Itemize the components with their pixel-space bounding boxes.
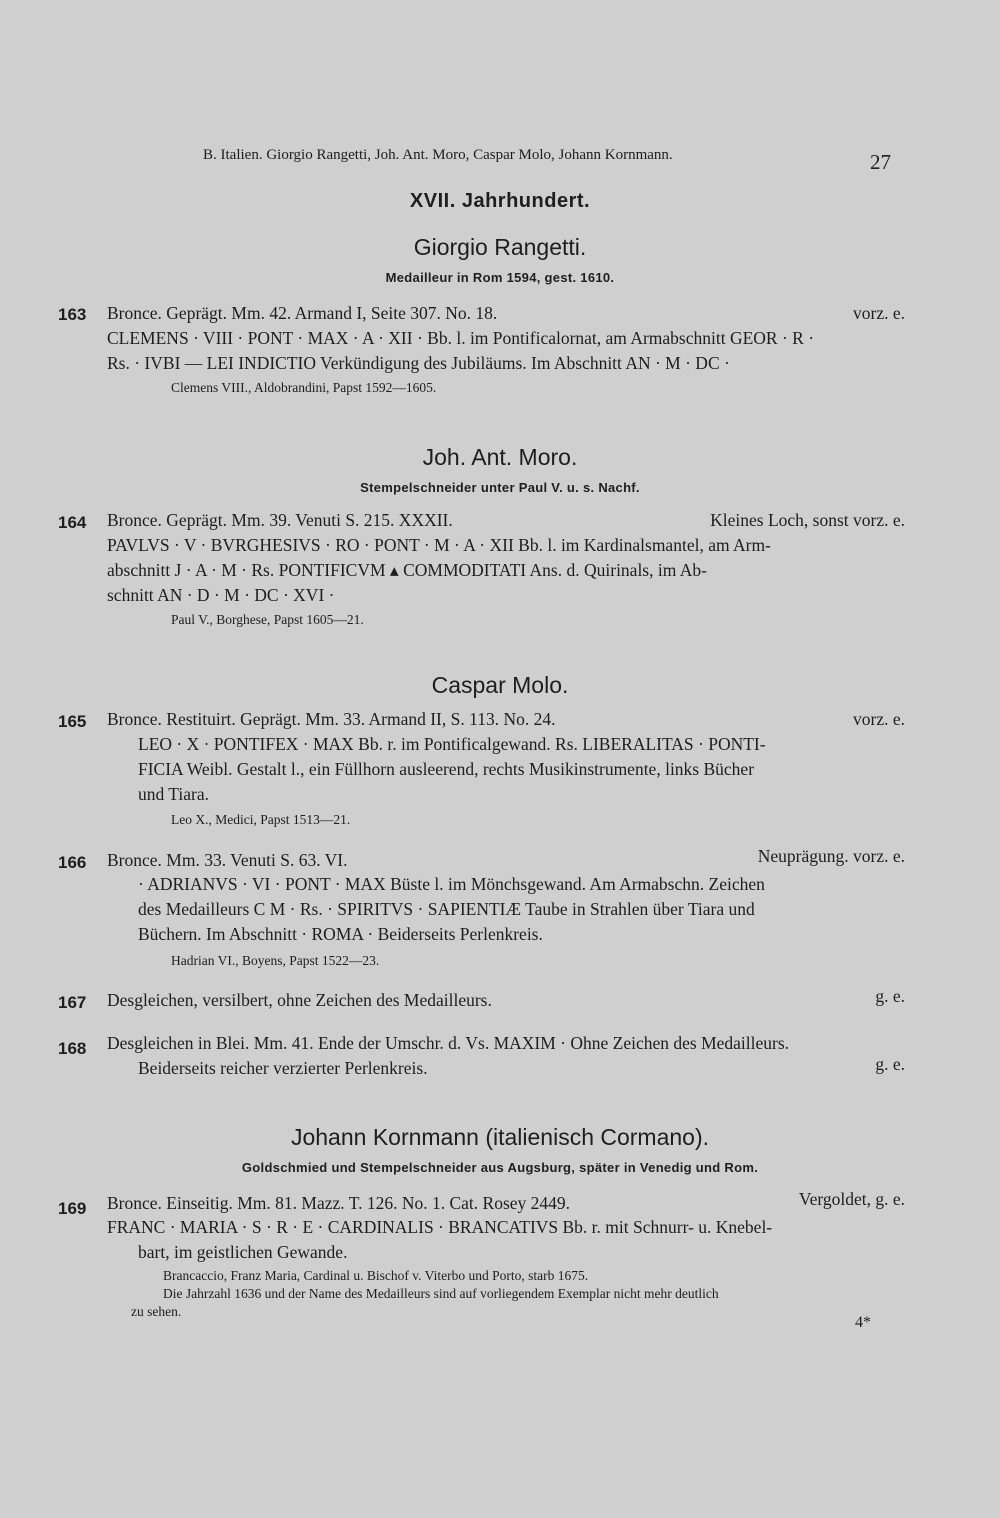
- entry-168-line2: Beiderseits reicher verzierter Perlenkreis.: [138, 1058, 428, 1078]
- page-number: 27: [870, 150, 891, 174]
- entry-166-line2: · ADRIANVS · VI · PONT · MAX Büste l. im Mönchsgewand. Am Armabschn. Zeichen: [138, 874, 765, 894]
- century-heading: XVII. Jahrhundert.: [409, 190, 591, 212]
- entry-169-line1: Bronce. Einseitig. Mm. 81. Mazz. T. 126. No. 1. Cat. Rosey 2449.: [107, 1193, 571, 1213]
- entry-163-note: Clemens VIII., Aldobrandini, Papst 1592—1605.: [171, 380, 437, 395]
- section-subtitle-moro: Stempelschneider unter Paul V. u. s. Nachf.: [360, 480, 640, 495]
- entry-164-line4: schnitt AN · D · M · DC · XVI ·: [107, 585, 335, 605]
- section-title-rangetti: Giorgio Rangetti.: [413, 234, 587, 260]
- entry-164-grade: Kleines Loch, sonst vorz. e.: [710, 510, 905, 530]
- section-subtitle-kornmann: Goldschmied und Stempelschneider aus Augsburg, später in Venedig und Rom.: [241, 1160, 759, 1175]
- entry-number-168: 168: [58, 1039, 87, 1058]
- entry-164-line1: Bronce. Geprägt. Mm. 39. Venuti S. 215. XXXII.: [107, 510, 453, 530]
- entry-164-line3: abschnitt J · A · M · Rs. PONTIFICVM ▴ COMMODITATI Ans. d. Quirinals, im Ab-: [107, 560, 707, 580]
- entry-166-note: Hadrian VI., Boyens, Papst 1522—23.: [171, 953, 380, 968]
- entry-166-line1: Bronce. Mm. 33. Venuti S. 63. VI.: [107, 850, 348, 870]
- entry-169-note2: Die Jahrzahl 1636 und der Name des Medailleurs sind auf vorliegendem Exemplar nicht mehr deutlich: [163, 1286, 719, 1301]
- entry-168-grade: g. e.: [875, 1054, 905, 1074]
- entry-169-line2: FRANC · MARIA · S · R · E · CARDINALIS · BRANCATIVS Bb. r. mit Schnurr- u. Knebel-: [107, 1217, 773, 1237]
- entry-164-line2: PAVLVS · V · BVRGHESIVS · RO · PONT · M · A · XII Bb. l. im Kardinalsmantel, am Arm-: [107, 535, 771, 555]
- entry-165-grade: vorz. e.: [853, 709, 905, 729]
- entry-number-164: 164: [58, 513, 87, 532]
- entry-169-grade: Vergoldet, g. e.: [798, 1189, 905, 1209]
- entry-169-line3: bart, im geistlichen Gewande.: [138, 1242, 348, 1262]
- section-title-kornmann-main: Johann Kornmann: [290, 1124, 479, 1150]
- entry-number-167: 167: [58, 993, 87, 1012]
- entry-169-note1: Brancaccio, Franz Maria, Cardinal u. Bischof v. Viterbo und Porto, starb 1675.: [163, 1268, 589, 1283]
- entry-168-line1: Desgleichen in Blei. Mm. 41. Ende der Umschr. d. Vs. MAXIM · Ohne Zeichen des Medailleurs.: [107, 1033, 790, 1053]
- entry-163-line1: Bronce. Geprägt. Mm. 42. Armand I, Seite 307. No. 18.: [107, 303, 498, 323]
- entry-165-line4: und Tiara.: [138, 784, 209, 804]
- entry-number-165: 165: [58, 712, 87, 731]
- section-title-kornmann: [0, 1124, 1000, 1151]
- entry-167-line1: Desgleichen, versilbert, ohne Zeichen des Medailleurs.: [107, 990, 492, 1010]
- section-title-molo: Caspar Molo.: [431, 672, 569, 698]
- section-title-moro: Joh. Ant. Moro.: [422, 444, 578, 470]
- entry-167-grade: g. e.: [875, 986, 905, 1006]
- entry-165-line1: Bronce. Restituirt. Geprägt. Mm. 33. Armand II, S. 113. No. 24.: [107, 709, 556, 729]
- entry-165-line3: FICIA Weibl. Gestalt l., ein Füllhorn ausleerend, rechts Musikinstrumente, links Bücher: [138, 759, 755, 779]
- entry-number-169: 169: [58, 1199, 87, 1218]
- entry-number-163: 163: [58, 305, 87, 324]
- entry-166-line3: des Medailleurs C M · Rs. · SPIRITVS · SAPIENTIÆ Taube in Strahlen über Tiara und: [138, 899, 755, 919]
- entry-163-grade: vorz. e.: [853, 303, 905, 323]
- entry-166-grade: Neuprägung. vorz. e.: [757, 846, 905, 866]
- signature-mark: 4*: [855, 1314, 871, 1331]
- entry-163-line2: CLEMENS · VIII · PONT · MAX · A · XII · Bb. l. im Pontificalornat, am Armabschnitt GEOR · R ·: [107, 328, 815, 348]
- section-subtitle-rangetti: Medailleur in Rom 1594, gest. 1610.: [385, 270, 615, 285]
- entry-166-line4: Büchern. Im Abschnitt · ROMA · Beiderseits Perlenkreis.: [138, 924, 543, 944]
- entry-164-note: Paul V., Borghese, Papst 1605—21.: [171, 612, 364, 627]
- entry-number-166: 166: [58, 853, 87, 872]
- running-head: B. Italien. Giorgio Rangetti, Joh. Ant. Moro, Caspar Molo, Johann Kornmann.: [203, 147, 673, 163]
- entry-165-note: Leo X., Medici, Papst 1513—21.: [171, 812, 351, 827]
- entry-163-line3: Rs. · IVBI — LEI INDICTIO Verkündigung des Jubiläums. Im Abschnitt AN · M · DC ·: [107, 353, 730, 373]
- section-title-kornmann-paren: (italienisch Cormano).: [485, 1124, 710, 1150]
- entry-165-line2: LEO · X · PONTIFEX · MAX Bb. r. im Pontificalgewand. Rs. LIBERALITAS · PONTI-: [138, 734, 766, 754]
- entry-169-note3: zu sehen.: [131, 1304, 182, 1319]
